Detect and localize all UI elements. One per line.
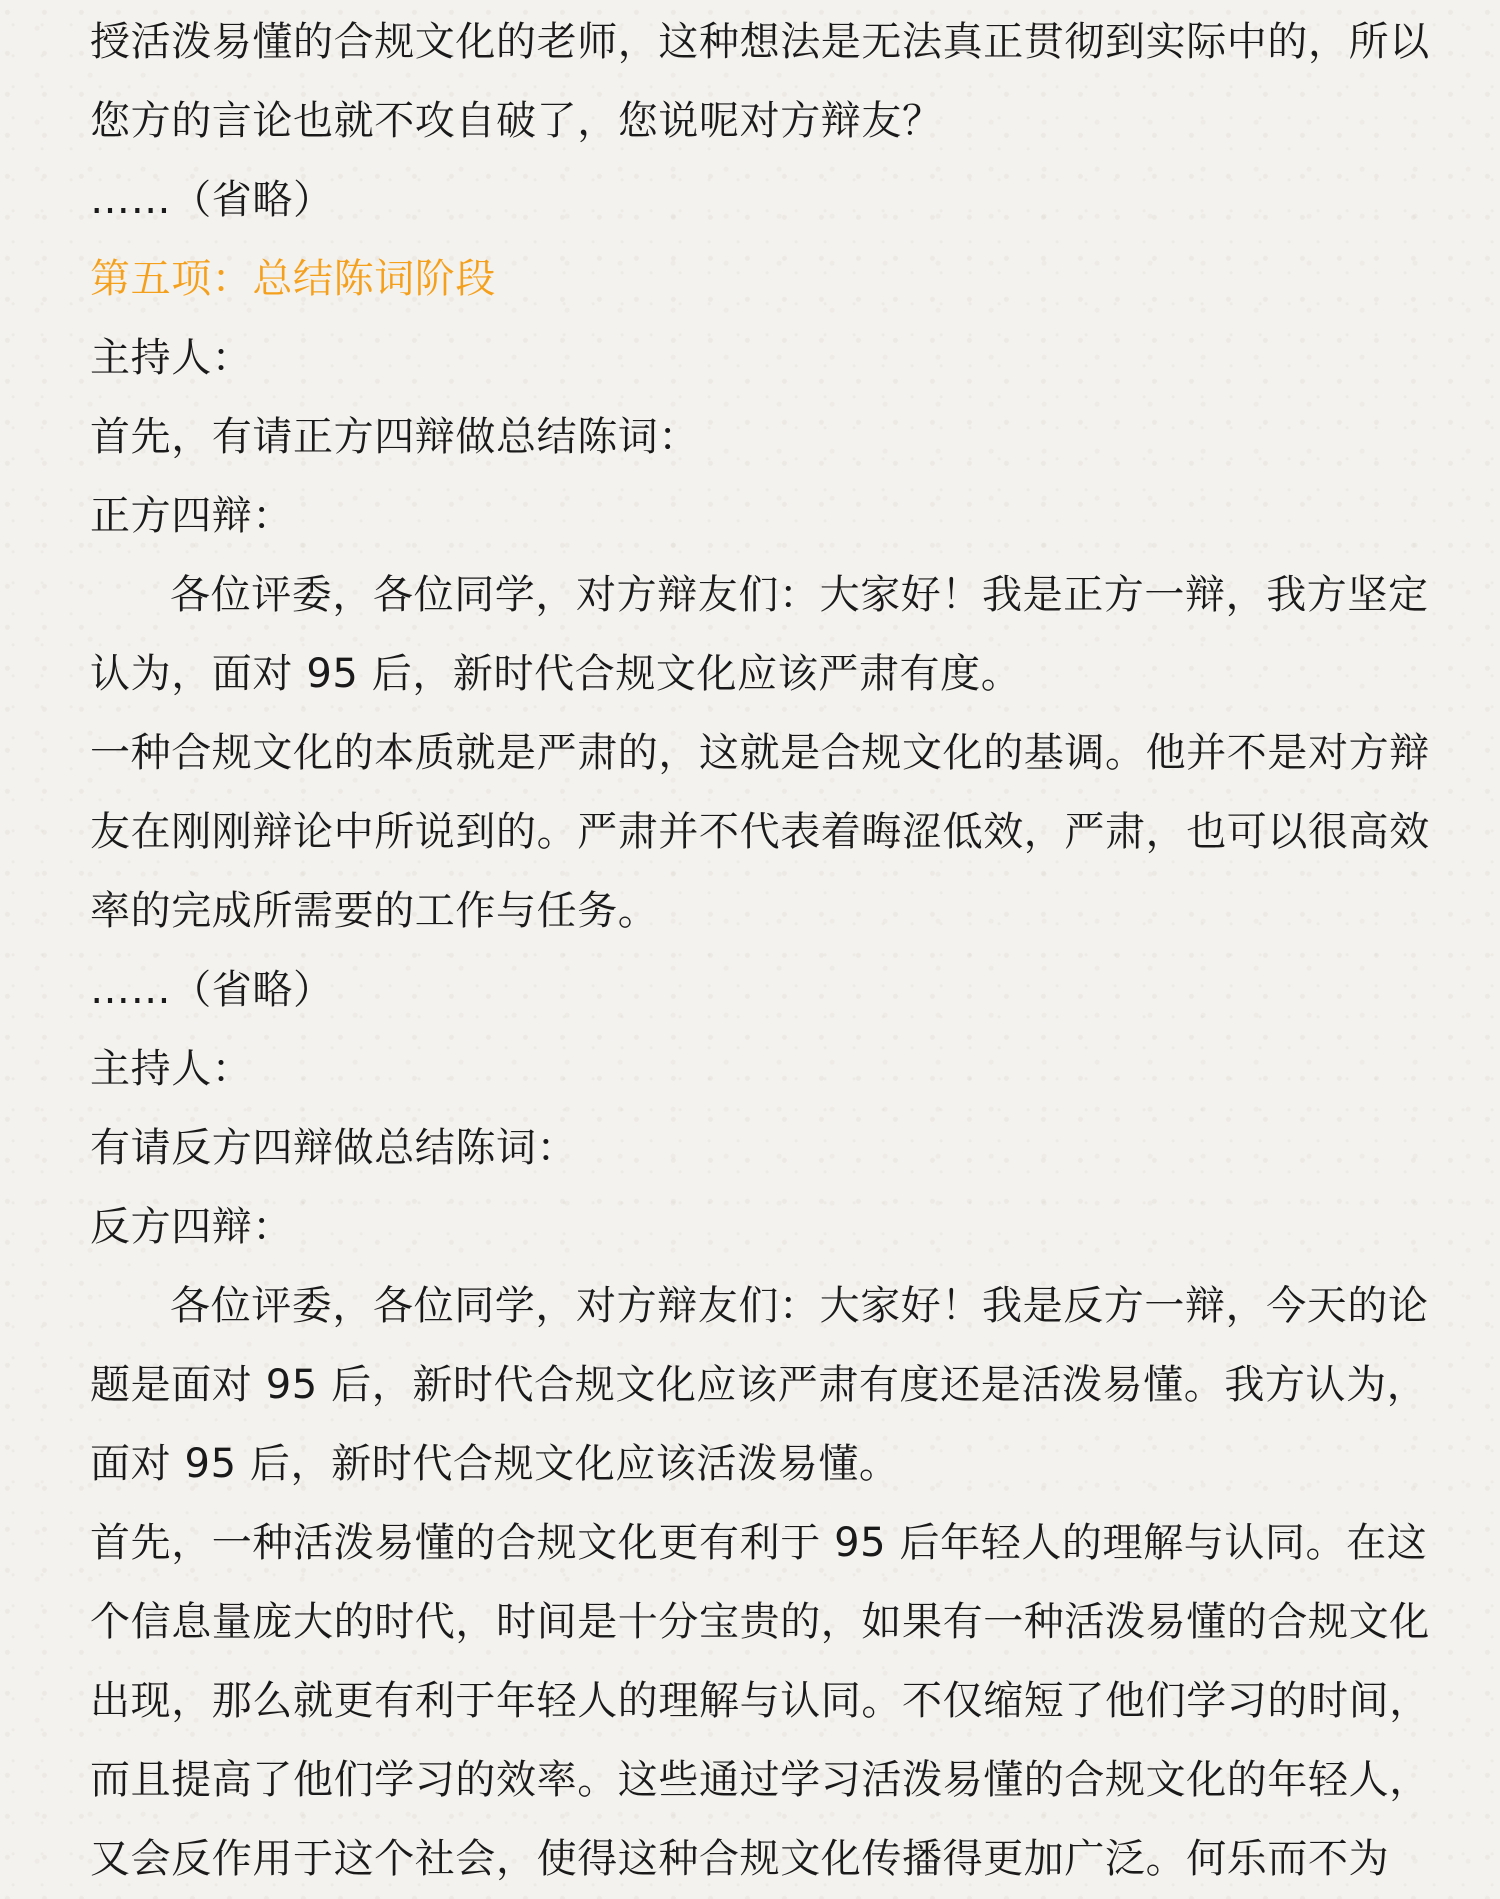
host-speech: 有请反方四辩做总结陈词：: [90, 1125, 578, 1171]
text-line: 友在刚刚辩论中所说到的。严肃并不代表着晦涩低效，严肃，也可以很高效: [90, 809, 1430, 855]
text-line: 个信息量庞大的时代，时间是十分宝贵的，如果有一种活泼易懂的合规文化: [90, 1599, 1430, 1645]
text-line: 各位评委，各位同学，对方辩友们：大家好！我是正方一辩，我方坚定: [170, 572, 1429, 618]
omission-note: ……（省略）: [90, 967, 334, 1013]
text-line: 率的完成所需要的工作与任务。: [90, 888, 659, 934]
omission-note: ……（省略）: [90, 177, 334, 223]
speaker-label-host: 主持人：: [90, 1046, 253, 1092]
host-speech: 首先，有请正方四辩做总结陈词：: [90, 414, 699, 460]
text-line: 出现，那么就更有利于年轻人的理解与认同。不仅缩短了他们学习的时间，: [90, 1678, 1430, 1724]
speaker-label-affirmative: 正方四辩：: [90, 493, 293, 539]
text-line: 各位评委，各位同学，对方辩友们：大家好！我是反方一辩，今天的论: [170, 1283, 1429, 1329]
section-heading: 第五项：总结陈词阶段: [90, 256, 496, 302]
text-line: 首先，一种活泼易懂的合规文化更有利于 95 后年轻人的理解与认同。在这: [90, 1520, 1428, 1566]
speaker-label-host: 主持人：: [90, 335, 253, 381]
text-line: 又会反作用于这个社会，使得这种合规文化传播得更加广泛。何乐而不为: [90, 1836, 1390, 1882]
text-line: 认为，面对 95 后，新时代合规文化应该严肃有度。: [90, 651, 1022, 697]
speaker-label-negative: 反方四辩：: [90, 1204, 293, 1250]
text-line: 题是面对 95 后，新时代合规文化应该严肃有度还是活泼易懂。我方认为，: [90, 1362, 1428, 1408]
text-line: 面对 95 后，新时代合规文化应该活泼易懂。: [90, 1441, 900, 1487]
text-line: 而且提高了他们学习的效率。这些通过学习活泼易懂的合规文化的年轻人，: [90, 1757, 1430, 1803]
text-line: 授活泼易懂的合规文化的老师，这种想法是无法真正贯彻到实际中的，所以: [90, 19, 1430, 65]
text-line: 一种合规文化的本质就是严肃的，这就是合规文化的基调。他并不是对方辩: [90, 730, 1430, 776]
document-body: [90, 0, 1430, 1899]
text-line: 您方的言论也就不攻自破了，您说呢对方辩友？: [90, 98, 943, 144]
